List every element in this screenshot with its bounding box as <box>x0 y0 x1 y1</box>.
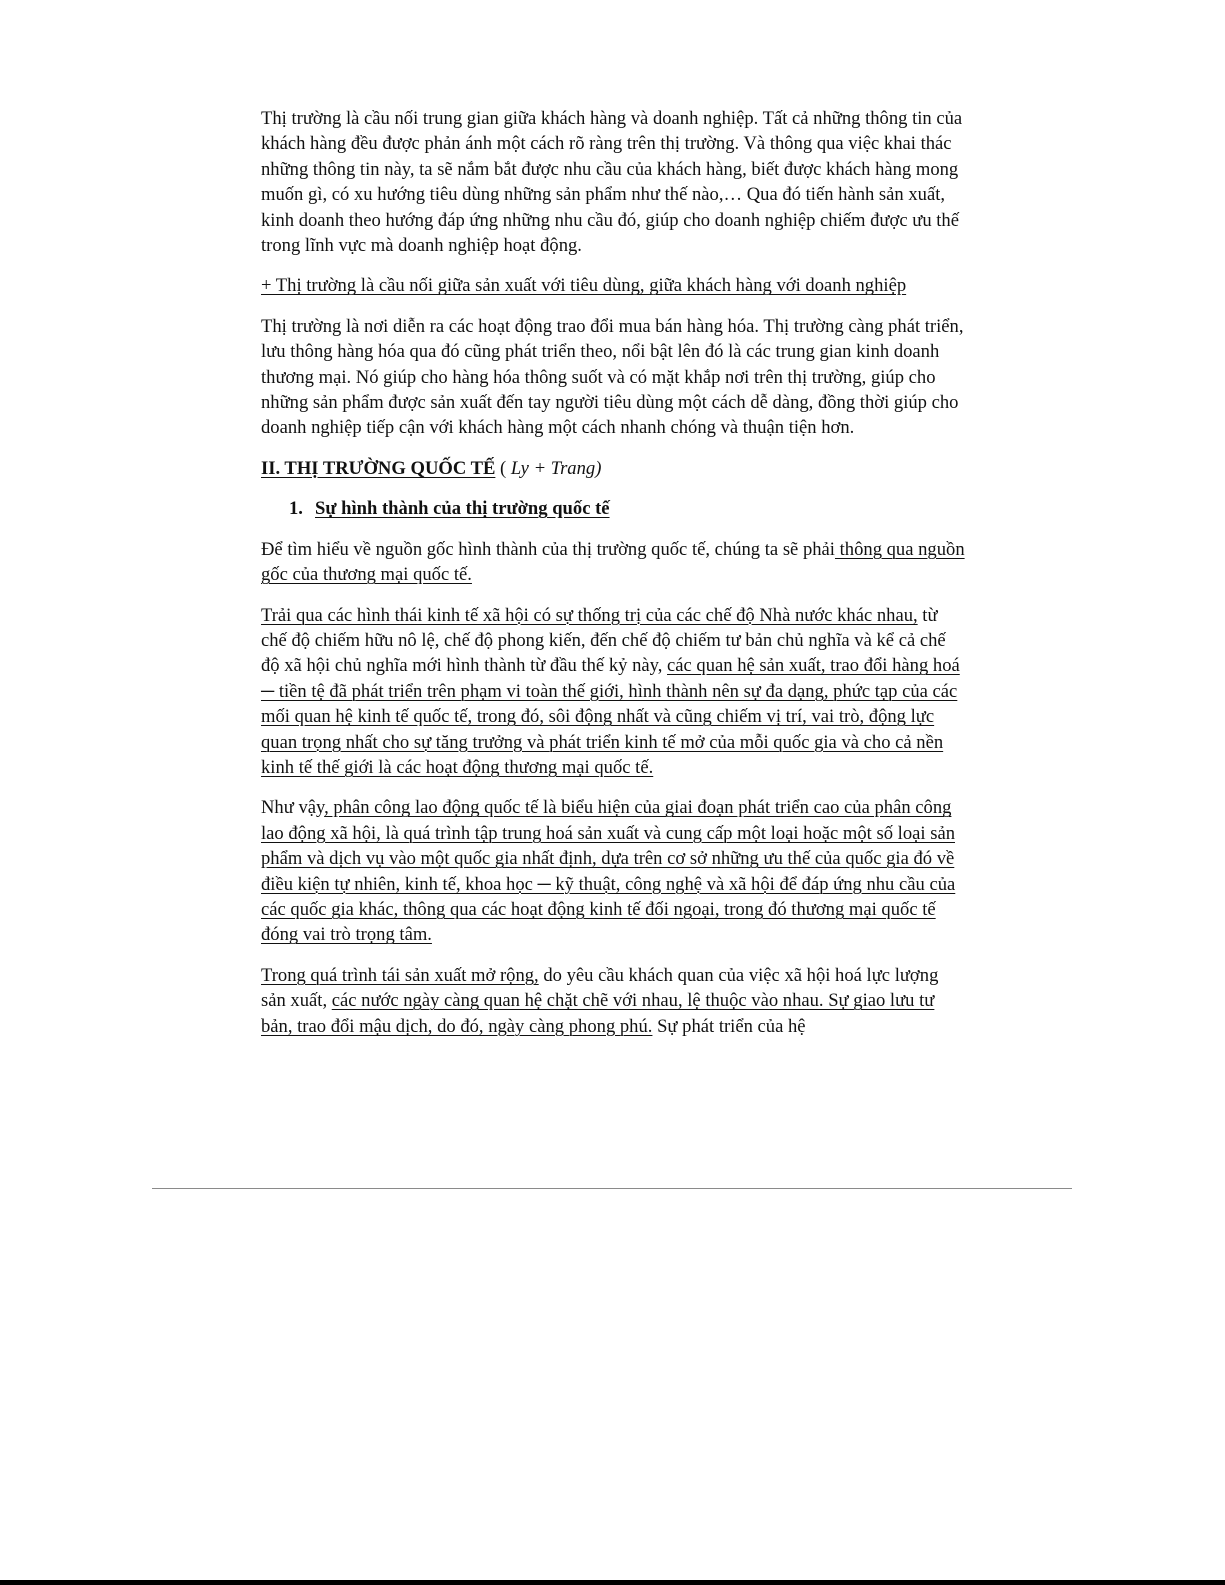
section-heading <box>261 456 966 481</box>
paragraph-origin <box>261 537 966 588</box>
subsection-number: 1. <box>289 498 303 520</box>
section-heading-authors <box>511 458 602 479</box>
paragraph-market-bridge-heading <box>261 273 966 298</box>
paragraph-market-bridge-info <box>261 106 966 258</box>
text-run: Sự phát triển của hệ <box>652 1015 806 1037</box>
text-run: từ chế độ chiếm hữu nô lệ, chế độ phong kiến, đến chế độ chiếm tư bản chủ nghĩa và kể cả chế độ xã hội chủ nghĩa mới hình thành từ đầu thế kỷ này, <box>261 604 946 677</box>
text-run: Thị trường là nơi diễn ra các hoạt động trao đổi mua bán hàng hóa. Thị trường càng phát triển, lưu thông hàng hóa qua đó cũng phát triển theo, nổi bật lên đó là các trung gian kinh doanh thương mại. Nó giúp cho hàng hóa thông suốt và có mặt khắp nơi trên thị trường, giúp cho những sản phẩm được sản xuất đến tay người tiêu dùng một cách dễ dàng, đồng thời giúp cho doanh nghiệp tiếp cận với khách hàng một cách nhanh chóng và thuận tiện hơn. <box>261 315 964 439</box>
subsection-title: Sự hình thành của thị trường quốc tế <box>315 498 610 520</box>
paragraph-market-exchange <box>261 314 966 441</box>
paragraph-history <box>261 603 966 781</box>
subsection-heading <box>289 496 966 521</box>
paragraph-division-of-labour <box>261 795 966 947</box>
section-heading-authors-open: ( <box>495 457 511 479</box>
text-run: Như vậy <box>261 797 325 819</box>
paragraph-reproduction <box>261 963 966 1039</box>
text-run-underlined: Trải qua các hình thái kinh tế xã hội có sự thống trị của các chế độ Nhà nước khác nhau, <box>261 604 918 626</box>
text-run: do yêu cầu khách quan của việc xã hội hoá lực lượng sản xuất, <box>261 964 939 1012</box>
document-page <box>261 106 966 1054</box>
text-run: Để tìm hiểu về nguồn gốc hình thành của thị trường quốc tế, chúng ta sẽ phải <box>261 538 835 560</box>
section-heading-title: II. THỊ TRƯỜNG QUỐC TẾ <box>261 457 496 479</box>
text-run-underlined: , phân công lao động quốc tế là biểu hiện của giai đoạn phát triển cao của phân công lao động xã hội, là quá trình tập trung hoá sản xuất và cung cấp một loại hoặc một số loại sản phẩm và dịch vụ vào một quốc gia nhất định, dựa trên cơ sở những ưu thế của quốc gia đó về điều kiện tự nhiên, kinh tế, khoa học ─ kỹ thuật, công nghệ và xã hội để đáp ứng nhu cầu của các quốc gia khác, thông qua các hoạt động kinh tế đối ngoại, trong đó thương mại quốc tế đóng vai trò trọng tâm. <box>261 797 956 946</box>
text-run-underlined: + Thị trường là cầu nối giữa sản xuất với tiêu dùng, giữa khách hàng với doanh nghiệp <box>261 275 907 297</box>
text-run: Thị trường là cầu nối trung gian giữa khách hàng và doanh nghiệp. Tất cả những thông tin của khách hàng đều được phản ánh một cách rõ ràng trên thị trường. Và thông qua việc khai thác những thông tin này, ta sẽ nắm bắt được nhu cầu của khách hàng, biết được khách hàng mong muốn gì, có xu hướng tiêu dùng những sản phẩm như thế nào,… Qua đó tiến hành sản xuất, kinh doanh theo hướng đáp ứng những nhu cầu đó, giúp cho doanh nghiệp chiếm được ưu thế trong lĩnh vực mà doanh nghiệp hoạt động. <box>261 108 963 257</box>
text-run-underlined: Trong quá trình tái sản xuất mở rộng, <box>261 964 539 986</box>
page-break-divider <box>152 1188 1072 1189</box>
text-run-underlined: các quan hệ sản xuất, trao đổi hàng hoá ─ tiền tệ đã phát triển trên phạm vi toàn thế giới, hình thành nên sự đa dạng, phức tạp của các mối quan hệ kinh tế quốc tế, trong đó, sôi động nhất và cũng chiếm vị trí, vai trò, động lực quan trọng nhất cho sự tăng trưởng và phát triển kinh tế mở của mỗi quốc gia và cho cả nền kinh tế thế giới là các hoạt động thương mại quốc tế. <box>261 655 960 778</box>
section-heading-authors-names: Ly + Trang) <box>510 457 602 479</box>
text-run-underlined: thông qua nguồn gốc của thương mại quốc tế. <box>261 538 965 586</box>
viewport-bottom-edge <box>0 1580 1225 1585</box>
text-run-underlined: các nước ngày càng quan hệ chặt chẽ với nhau, lệ thuộc vào nhau. Sự giao lưu tư bản, trao đổi mậu dịch, do đó, ngày càng phong phú. <box>261 990 935 1037</box>
